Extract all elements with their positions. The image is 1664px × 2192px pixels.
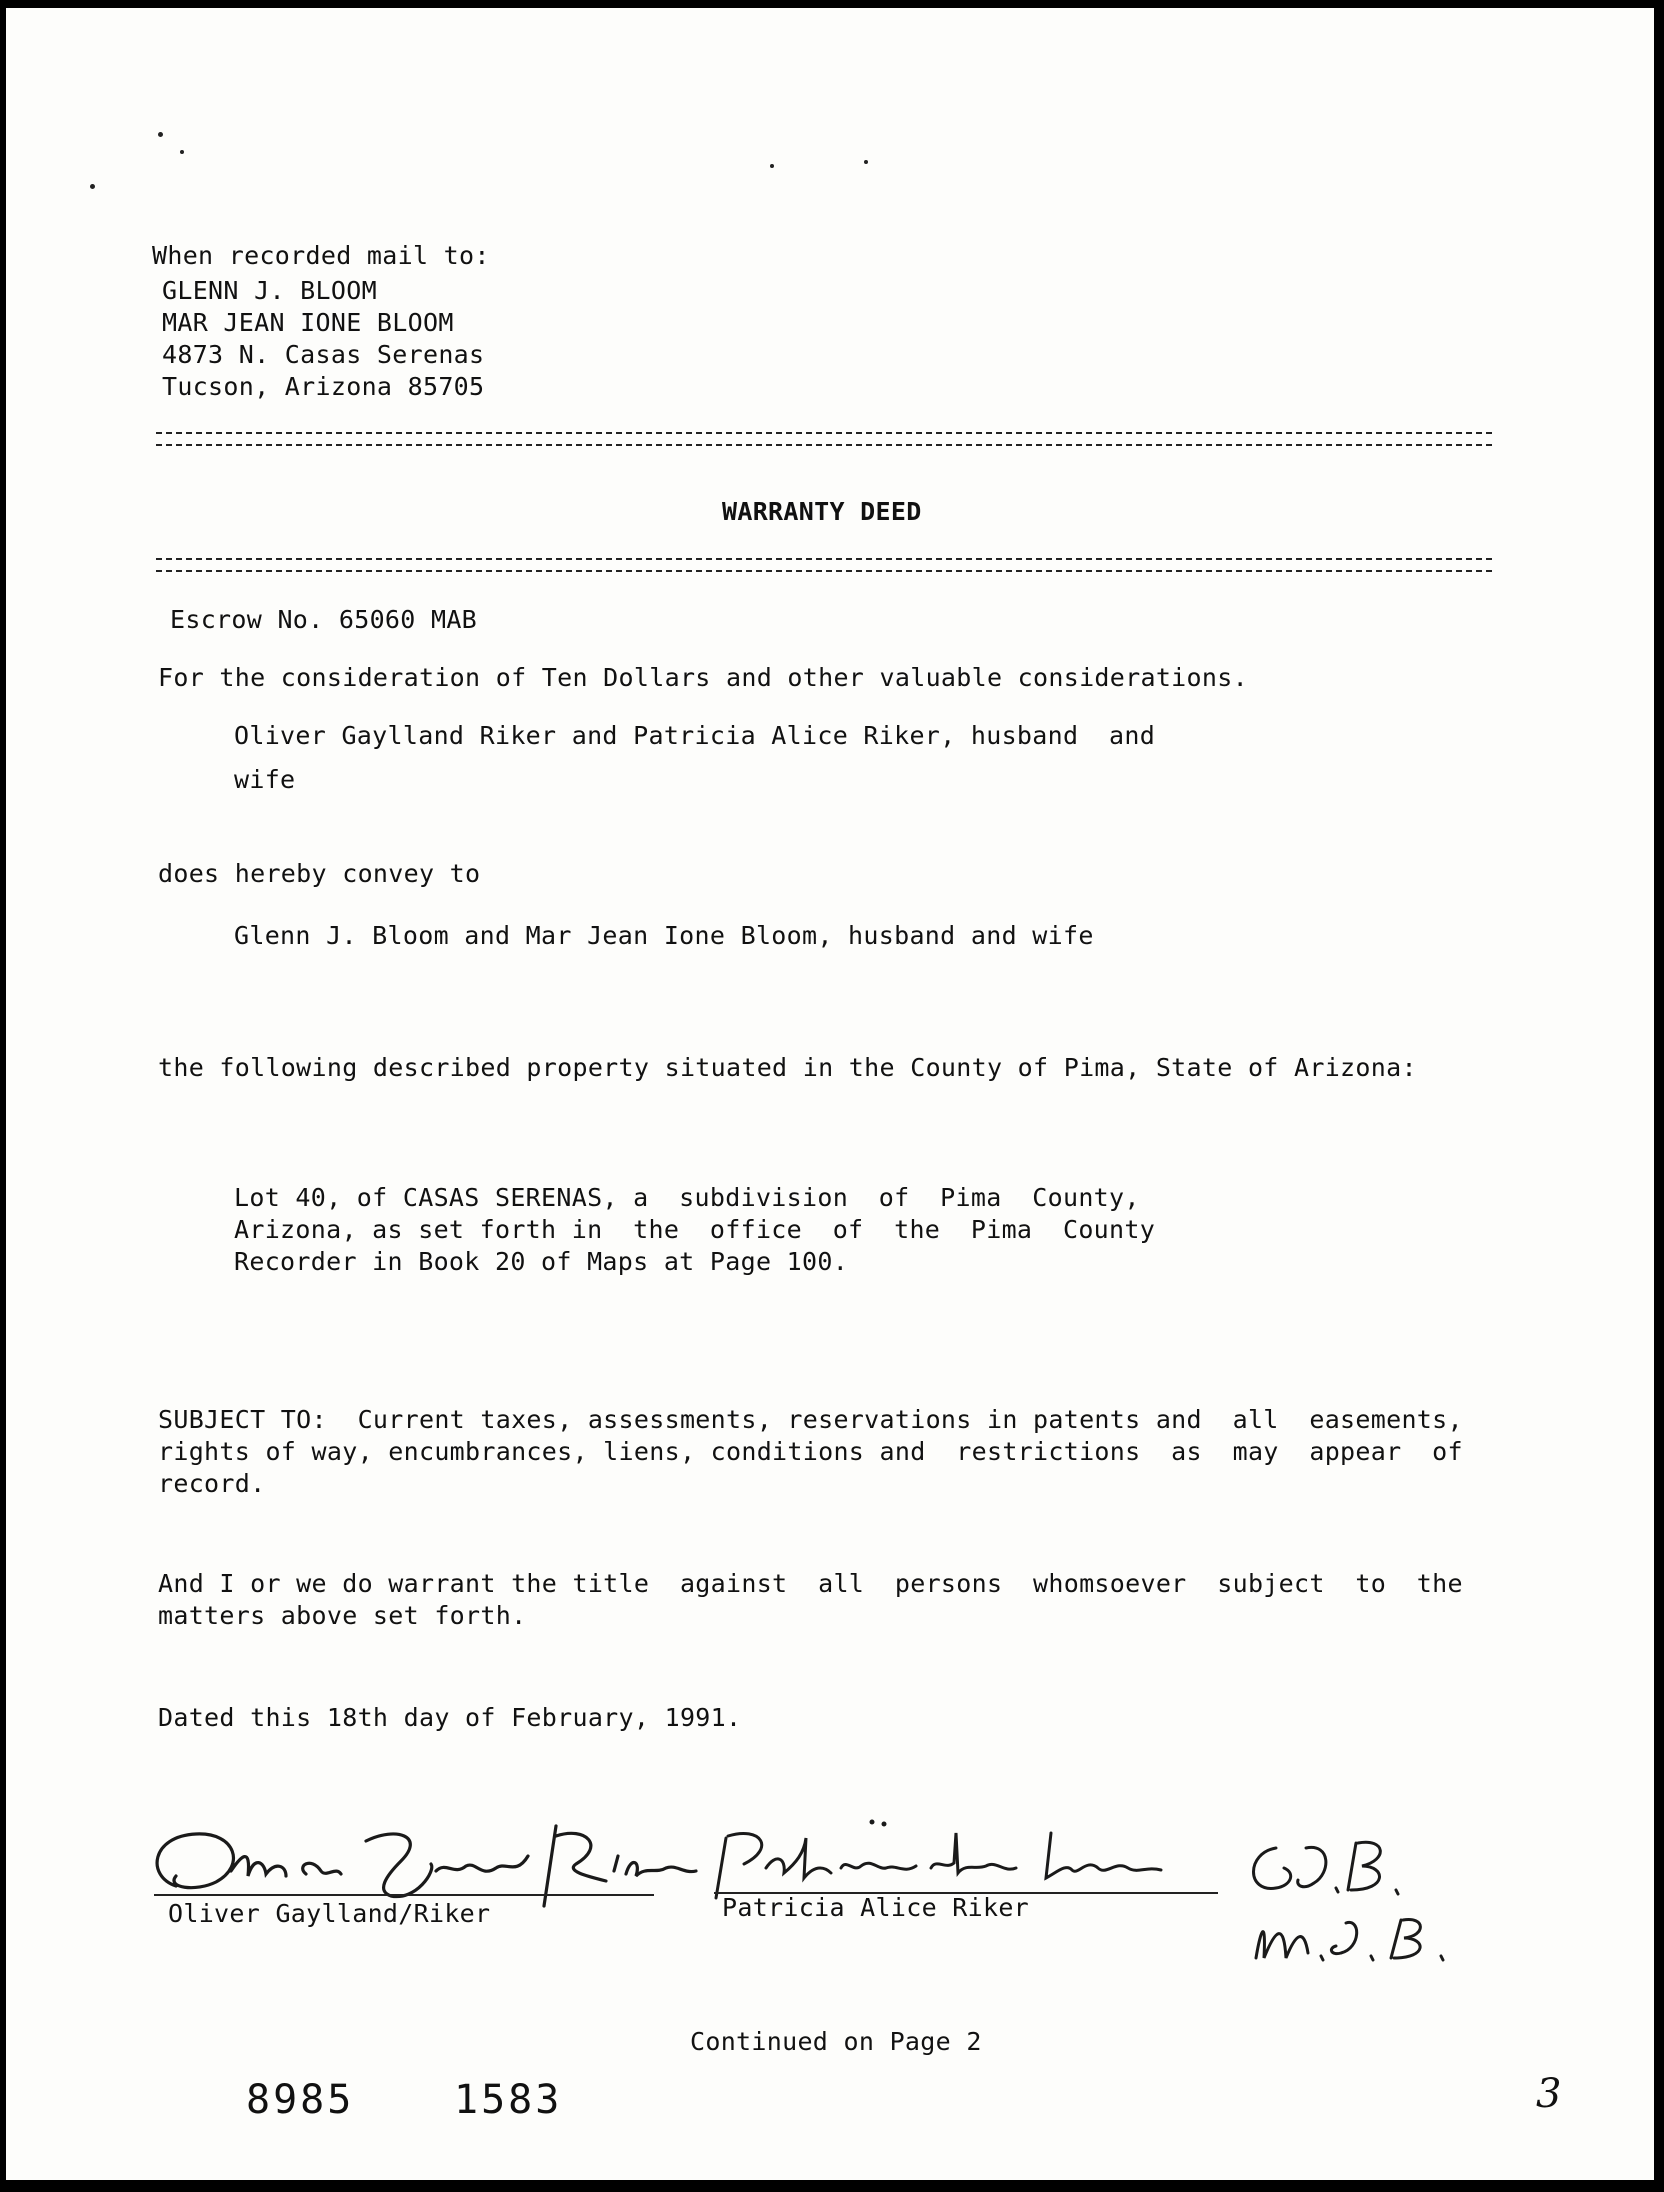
convey-clause: does hereby convey to bbox=[158, 859, 481, 888]
consideration-clause: For the consideration of Ten Dollars and other valuable considerations. bbox=[158, 663, 1248, 692]
dated-line: Dated this 18th day of February, 1991. bbox=[158, 1703, 742, 1732]
scan-speck bbox=[770, 164, 774, 168]
grantors-line: wife bbox=[234, 765, 296, 794]
warranty-line: And I or we do warrant the title against all persons whomsoever subject to the bbox=[158, 1569, 1463, 1598]
mail-to-line: GLENN J. BLOOM bbox=[162, 276, 377, 305]
legal-description-line: Recorder in Book 20 of Maps at Page 100. bbox=[234, 1247, 849, 1276]
mail-to-line: 4873 N. Casas Serenas bbox=[162, 340, 485, 369]
scan-speck bbox=[90, 184, 95, 189]
continued-note: Continued on Page 2 bbox=[690, 2027, 982, 2056]
mail-to-line: MAR JEAN IONE BLOOM bbox=[162, 308, 454, 337]
signature-line-left bbox=[154, 1894, 654, 1896]
scan-speck bbox=[864, 160, 868, 164]
top-divider bbox=[156, 432, 1492, 446]
subject-to-line: record. bbox=[158, 1469, 266, 1498]
subject-to-line: rights of way, encumbrances, liens, conditions and restrictions as may appear of bbox=[158, 1437, 1463, 1466]
signer-name-oliver: Oliver Gaylland/Riker bbox=[168, 1899, 491, 1928]
signer-name-patricia: Patricia Alice Riker bbox=[722, 1893, 1030, 1922]
initials-gjb-mjb bbox=[1236, 1828, 1466, 1968]
escrow-number: Escrow No. 65060 MAB bbox=[170, 605, 478, 634]
bottom-divider bbox=[156, 558, 1492, 572]
warranty-line: matters above set forth. bbox=[158, 1601, 527, 1630]
mail-to-line: Tucson, Arizona 85705 bbox=[162, 372, 485, 401]
grantees-line: Glenn J. Bloom and Mar Jean Ione Bloom, husband and wife bbox=[234, 921, 1094, 950]
property-intro: the following described property situated in the County of Pima, State of Arizona: bbox=[158, 1053, 1417, 1082]
record-book-number: 8985 bbox=[246, 2077, 355, 2123]
legal-description-line: Arizona, as set forth in the office of the Pima County bbox=[234, 1215, 1156, 1244]
grantors-line: Oliver Gaylland Riker and Patricia Alice Riker, husband and bbox=[234, 721, 1156, 750]
record-page-number: 1583 bbox=[454, 2077, 563, 2123]
subject-to-line: SUBJECT TO: Current taxes, assessments, reservations in patents and all easements, bbox=[158, 1405, 1463, 1434]
legal-description-line: Lot 40, of CASAS SERENAS, a subdivision of Pima County, bbox=[234, 1183, 1140, 1212]
mail-to-heading: When recorded mail to: bbox=[152, 241, 490, 270]
scan-speck bbox=[158, 132, 163, 137]
warranty-deed-page bbox=[6, 8, 1654, 2180]
scan-speck bbox=[180, 150, 184, 154]
document-title: WARRANTY DEED bbox=[722, 497, 922, 526]
page-mark: 3 bbox=[1536, 2071, 1565, 2117]
